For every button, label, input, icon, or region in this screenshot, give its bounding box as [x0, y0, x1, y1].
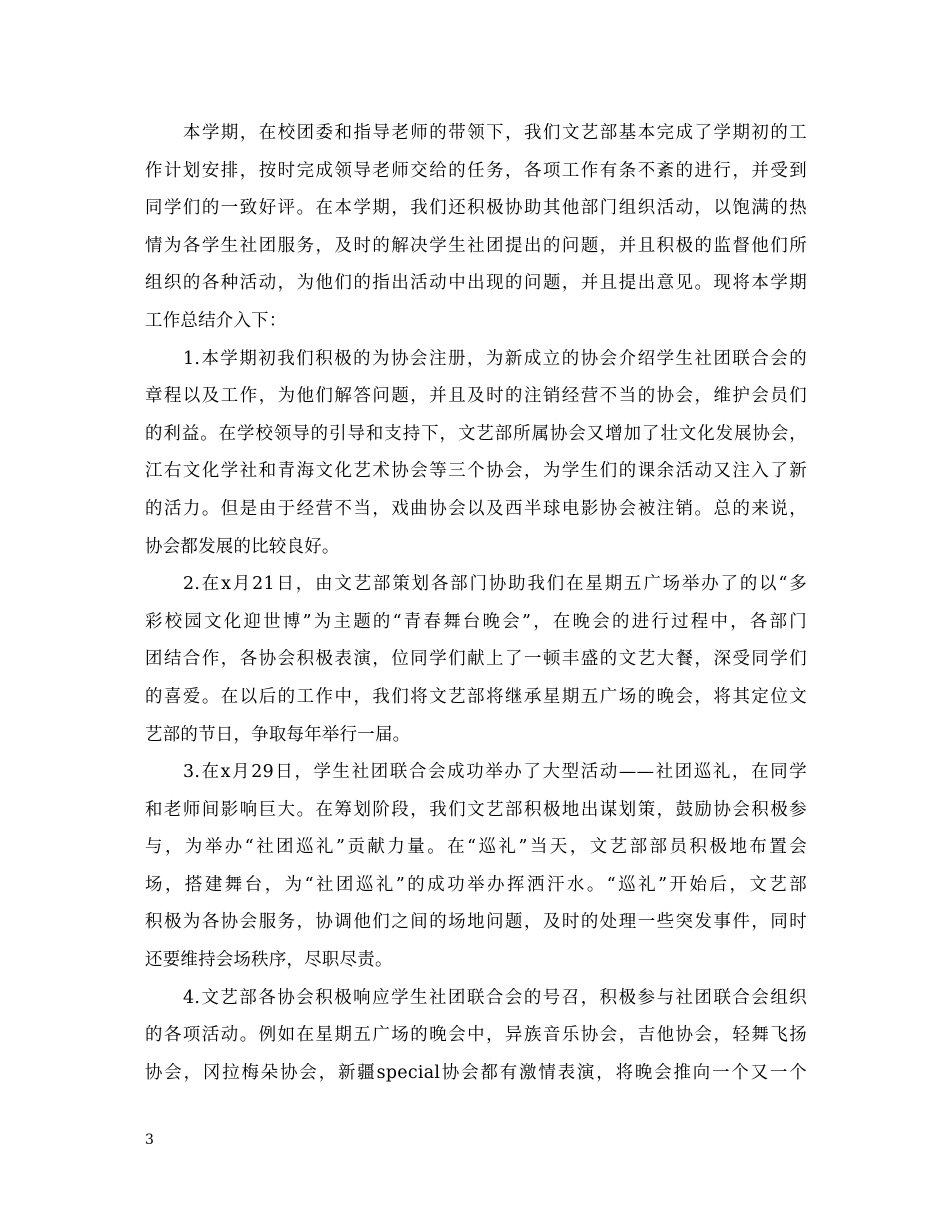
paragraph-item-1: [145, 341, 807, 567]
text-line: 协会都发展的比较良好。: [145, 536, 340, 557]
text-line: 协会，冈拉梅朵协会，新疆special协会都有激情表演，将晚会推向一个又一个: [145, 1062, 807, 1083]
text-line: 本学期，在校团委和指导老师的带领下，我们文艺部基本完成了学期初的工: [183, 123, 807, 143]
text-line: 艺部的节日，争取每年举行一届。: [145, 724, 411, 745]
text-line: 的各项活动。例如在星期五广场的晚会中，异族音乐协会，吉他协会，轻舞飞扬: [145, 1025, 807, 1046]
text-line: 工作总结介入下：: [145, 310, 287, 331]
paragraph-item-2: [145, 566, 807, 754]
text-line: 作计划安排，按时完成领导老师交给的任务，各项工作有条不紊的进行，并受到: [145, 160, 807, 181]
text-line: 2.在x月21日，由文艺部策划各部门协助我们在星期五广场举办了的以“多: [183, 574, 807, 595]
text-line: 1.本学期初我们积极的为协会注册，为新成立的协会介绍学生社团联合会的: [183, 348, 807, 369]
text-line: 组织的各种活动，为他们的指出活动中出现的问题，并且提出意见。现将本学期: [145, 273, 807, 294]
text-line: 团结合作，各协会积极表演，位同学们献上了一顿丰盛的文艺大餐，深受同学们: [145, 649, 807, 670]
paragraph-intro: [145, 115, 807, 341]
text-line: 彩校园文化迎世博”为主题的“青春舞台晚会”，在晚会的进行过程中，各部门: [145, 611, 807, 632]
text-line: 章程以及工作，为他们解答问题，并且及时的注销经营不当的协会，维护会员们: [145, 386, 807, 407]
paragraph-item-4: [145, 980, 807, 1093]
text-line: 江右文化学社和青海文化艺术协会等三个协会，为学生们的课余活动又注入了新: [145, 461, 807, 482]
text-line: 同学们的一致好评。在本学期，我们还积极协助其他部门组织活动，以饱满的热: [145, 198, 807, 219]
text-line: 和老师间影响巨大。在筹划阶段，我们文艺部积极地出谋划策，鼓励协会积极参: [145, 799, 807, 820]
paragraph-item-3: [145, 754, 807, 980]
text-line: 的利益。在学校领导的引导和支持下，文艺部所属协会又增加了壮文化发展协会，: [145, 423, 807, 444]
text-line: 场，搭建舞台，为“社团巡礼”的成功举办挥洒汗水。“巡礼”开始后，文艺部: [145, 874, 807, 895]
text-line: 3.在x月29日，学生社团联合会成功举办了大型活动——社团巡礼，在同学: [183, 762, 807, 783]
text-line: 情为各学生社团服务，及时的解决学生社团提出的问题，并且积极的监督他们所: [145, 235, 807, 256]
text-line: 与，为举办“社团巡礼”贡献力量。在“巡礼”当天，文艺部部员积极地布置会: [145, 837, 807, 858]
text-line: 的活力。但是由于经营不当，戏曲协会以及西半球电影协会被注销。总的来说，: [145, 498, 807, 519]
body-text: [145, 115, 807, 1092]
text-line: 的喜爱。在以后的工作中，我们将文艺部将继承星期五广场的晚会，将其定位文: [145, 686, 807, 707]
text-line: 积极为各协会服务，协调他们之间的场地问题，及时的处理一些突发事件，同时: [145, 912, 807, 933]
page-number: 3: [145, 1132, 154, 1148]
text-line: 4.文艺部各协会积极响应学生社团联合会的号召，积极参与社团联合会组织: [183, 987, 807, 1008]
text-line: 还要维持会场秩序，尽职尽责。: [145, 950, 393, 971]
